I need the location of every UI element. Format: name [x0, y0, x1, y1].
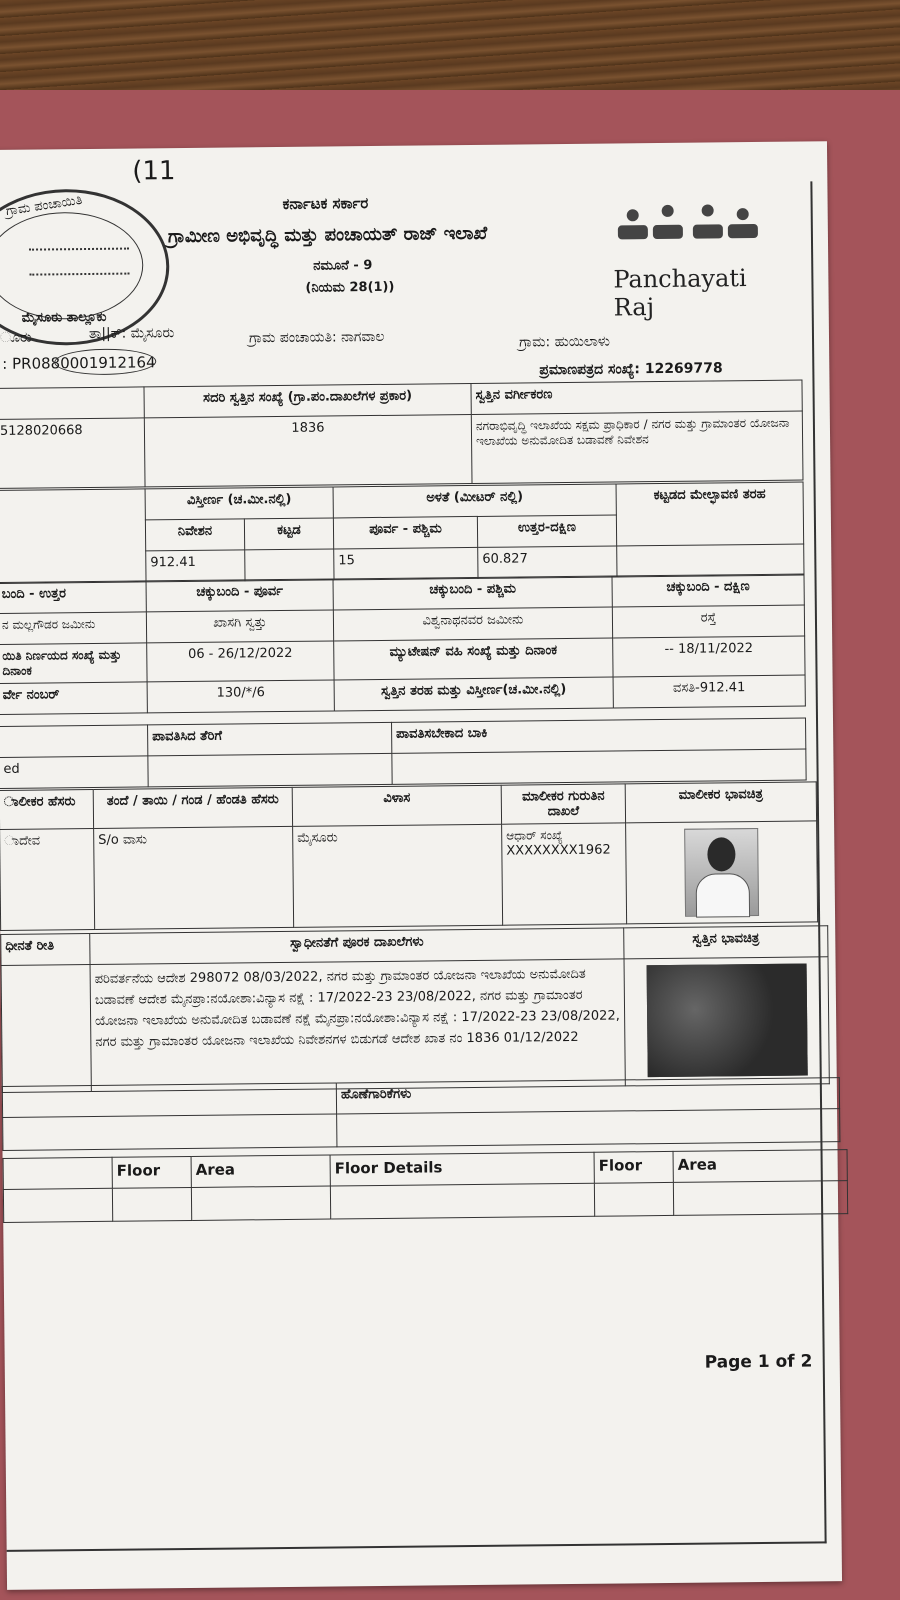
relative-name-header: ತಂದೆ / ತಾಯಿ / ಗಂಡ / ಹೆಂಡತಿ ಹೆಸರು	[93, 787, 292, 828]
tax-table	[0, 718, 807, 789]
logo-text: Panchayati Raj	[613, 264, 747, 322]
owner-photo-header: ಮಾಲೀಕರ ಭಾವಚಿತ್ರ	[625, 782, 816, 823]
left-id: 5128020668	[0, 418, 145, 489]
supporting-docs-text: ಪರಿವರ್ತನೆಯ ಆದೇಶ 298072 08/03/2022, ನಗರ ಮತ್ತು ಗ್ರಾಮಾಂತರ ಯೋಜನಾ ಇಲಾಖೆಯ ಅನುಮೋದಿತ ಬಡಾವಣೆ ಆದೇಶ ಮೈನಪ್ರಾ:ನಯೋಶಾ:ವಿನ್ಯಾಸ ನಕ್ಷೆ : 17/2022-23 23/08/2022, ನಗರ ಮತ್ತು ಗ್ರಾಮಾಂತರ ಯೋಜನಾ ಇಲಾಖೆಯ ಅನುಮೋದಿತ ಬಡಾವಣೆ ನಕ್ಷೆ ಮೈನಪ್ರಾ:ನಯೋಶಾ:ವಿನ್ಯಾಸ ನಕ್ಷೆ : 17/2022-23 23/08/2022, ನಗರ ಮತ್ತು ಗ್ರಾಮಾಂತರ ಯೋಜನಾ ಇಲಾಖೆಯ ನಿವೇಶನಗಳ ಬಿಡುಗಡೆ ಆದೇಶ ಖಾತ ನಂ 1836 01/12/2022	[90, 959, 625, 1092]
owner-id-header: ಮಾಲೀಕರ ಗುರುತಿನ ದಾಖಲೆ	[501, 784, 625, 824]
liabilities-table	[2, 1077, 841, 1151]
north-boundary-value: ನ ಮಲ್ಲಗೌಡರ ಜಮೀನು	[0, 612, 147, 645]
seal-text-top: ಗ್ರಾಮ ಪಂಚಾಯಿತಿ	[4, 192, 84, 220]
district-label: ೂರು	[0, 329, 32, 346]
seal-text-bottom: ಮೈಸೂರು ತಾಲ್ಲೂಕು	[21, 309, 107, 326]
supporting-docs-header: ಸ್ವಾಧೀನತೆಗೆ ಪೂರಕ ದಾಖಲೆಗಳು	[90, 928, 624, 965]
seal-dotted-line	[29, 273, 129, 276]
west-boundary-value: ವಿಶ್ವನಾಥನವರ ಜಮೀನು	[333, 607, 612, 641]
owner-name-value: ಾದೇವ	[0, 828, 95, 930]
relative-name-value: S/o ವಾಸು	[94, 826, 294, 929]
resolution-value: 06 - 26/12/2022	[147, 641, 334, 682]
floor-details-header: Floor Details	[330, 1152, 594, 1186]
south-boundary-header: ಚಕ್ಕುಬಂದಿ - ದಕ್ಷಿಣ	[612, 574, 804, 607]
property-number-value: 1836	[144, 414, 472, 486]
panchayati-raj-logo	[613, 202, 764, 322]
property-id: : PR0880001912164	[2, 353, 156, 373]
east-west-value: 15	[334, 547, 478, 580]
measurement-table	[0, 482, 805, 584]
east-west-header: ಪೂರ್ವ - ಪಶ್ಚಿಮ	[333, 516, 477, 549]
seal-dotted-line	[29, 248, 129, 251]
classification-value: ನಗರಾಭಿವೃದ್ಧಿ ಇಲಾಖೆಯ ಸಕ್ಷಮ ಪ್ರಾಧಿಕಾರ / ನಗರ ಮತ್ತು ಗ್ರಾಮಾಂತರ ಯೋಜನಾ ಇಲಾಖೆಯ ಅನುಮೋದಿತ ಬಡಾವಣೆ ನಿವೇಶನ	[471, 411, 803, 483]
resolution-header: ಯಿತಿ ನಿರ್ಣಯದ ಸಂಖ್ಯೆ ಮತ್ತು ದಿನಾಂಕ	[0, 643, 147, 684]
certificate-number: ಪ್ರಮಾಣಪತ್ರದ ಸಂಖ್ಯೆ: 12269778	[539, 360, 723, 379]
site-header: ನಿವೇಶನ	[145, 519, 244, 551]
gram-panchayat-label: ಗ್ರಾಮ ಪಂಚಾಯತಿ: ನಾಗವಾಲ	[248, 328, 385, 347]
area-header-right: Area	[673, 1150, 847, 1183]
survey-number-value: 130/*/6	[147, 680, 334, 713]
government-title: ಕರ್ನಾಟಕ ಸರ್ಕಾರ	[282, 194, 369, 213]
documents-table	[0, 925, 830, 1093]
west-boundary-header: ಚಕ್ಕುಬಂದಿ - ಪಶ್ಚಿಮ	[333, 576, 612, 610]
south-boundary-value: ರಸ್ತೆ	[612, 605, 804, 638]
liabilities-header: ಹೊಣೆಗಾರಿಕೆಗಳು	[336, 1078, 839, 1114]
taluk-label: ತಾ||ಕ್: ಮೈಸೂರು	[88, 325, 175, 342]
seal-inner-ring	[0, 211, 144, 320]
mutation-header: ಮ್ಯುಟೇಷನ್ ವಹಿ ಸಂಖ್ಯೆ ಮತ್ತು ದಿನಾಂಕ	[334, 638, 613, 680]
balance-header: ಪಾವತಿಸಬೇಕಾದ ಬಾಕಿ	[392, 718, 806, 753]
property-photo	[646, 964, 807, 1078]
property-number-table	[0, 380, 804, 489]
floor-table	[3, 1149, 849, 1223]
north-south-value: 60.827	[478, 546, 617, 578]
people-logo-icon	[613, 202, 764, 254]
type-area-value: ವಸತಿ-912.41	[613, 675, 805, 708]
tax-paid-header: ಪಾವತಿಸಿದ ತೆರಿಗೆ	[148, 722, 392, 756]
village-label: ಗ್ರಾಮ: ಹುಯಿಲಾಳು	[518, 333, 610, 351]
building-header: ಕಟ್ಟಡ	[244, 518, 333, 550]
handwritten-mark: (11	[132, 156, 176, 187]
property-number-header: ಸದರಿ ಸ್ವತ್ತಿನ ಸಂಖ್ಯೆ (ಗ್ರಾ.ಪಂ.ದಾಖಲೆಗಳ ಪ್ರಕಾರ)	[144, 383, 471, 417]
east-boundary-header: ಚಕ್ಕುಬಂದಿ - ಪೂರ್ವ	[146, 579, 333, 612]
document-page	[0, 141, 842, 1590]
site-area-value: 912.41	[146, 550, 245, 582]
north-south-header: ಉತ್ತರ-ದಕ್ಷಿಣ	[477, 515, 616, 547]
mutation-value: -- 18/11/2022	[613, 636, 805, 677]
owner-id-value: XXXXXXXX1962	[506, 842, 611, 859]
tax-left-value: ed	[0, 756, 148, 789]
area-header-left: Area	[191, 1155, 330, 1187]
page-number: Page 1 of 2	[704, 1351, 813, 1373]
rule-number: (ನಿಯಮ 28(1))	[305, 279, 395, 296]
address-header: ವಿಳಾಸ	[292, 785, 501, 826]
property-photo-cell	[624, 957, 829, 1086]
property-photo-header: ಸ್ವತ್ತಿನ ಭಾವಚಿತ್ರ	[624, 926, 828, 959]
north-boundary-header: ಬಂದಿ - ಉತ್ತರ	[0, 581, 146, 614]
floor-header-right: Floor	[594, 1151, 673, 1183]
area-header: ವಿಸ್ತೀರ್ಣ (ಚ.ಮೀ.ನಲ್ಲಿ)	[145, 487, 333, 520]
owner-photo	[684, 828, 759, 917]
dimension-header: ಅಳತೆ (ಮೀಟರ್ ನಲ್ಲಿ)	[333, 484, 616, 518]
east-boundary-value: ಖಾಸಗಿ ಸ್ವತ್ತು	[146, 610, 333, 643]
classification-header: ಸ್ವತ್ತಿನ ವರ್ಗೀಕರಣ	[471, 380, 802, 414]
address-value: ಮೈಸೂರು	[293, 824, 503, 927]
acquisition-header: ಧೀನತೆ ರೀತಿ	[1, 934, 90, 966]
department-title: ಗ್ರಾಮೀಣ ಅಭಿವೃದ್ಧಿ ಮತ್ತು ಪಂಚಾಯತ್ ರಾಜ್ ಇಲಾಖೆ	[167, 222, 488, 248]
type-area-header: ಸ್ವತ್ತಿನ ತರಹ ಮತ್ತು ವಿಸ್ತೀರ್ಣ(ಚ.ಮೀ.ನಲ್ಲಿ)	[334, 677, 613, 711]
owner-id-cell	[502, 823, 627, 925]
form-number: ನಮೂನೆ - 9	[313, 258, 373, 274]
boundaries-table	[0, 574, 806, 715]
survey-number-header: ರ್ವೇ ನಂಬರ್	[0, 682, 147, 715]
owner-table	[0, 781, 818, 931]
owner-name-header: ಾಲೀಕರ ಹೆಸರು	[0, 789, 94, 829]
owner-id-type: ಆಧಾರ್ ಸಂಖ್ಯೆ	[506, 828, 563, 843]
owner-photo-cell	[626, 821, 818, 924]
floor-header: Floor	[112, 1156, 191, 1188]
roof-type-header: ಕಟ್ಟಡದ ಮೇಲ್ಛಾವಣಿ ತರಹ	[616, 482, 804, 546]
